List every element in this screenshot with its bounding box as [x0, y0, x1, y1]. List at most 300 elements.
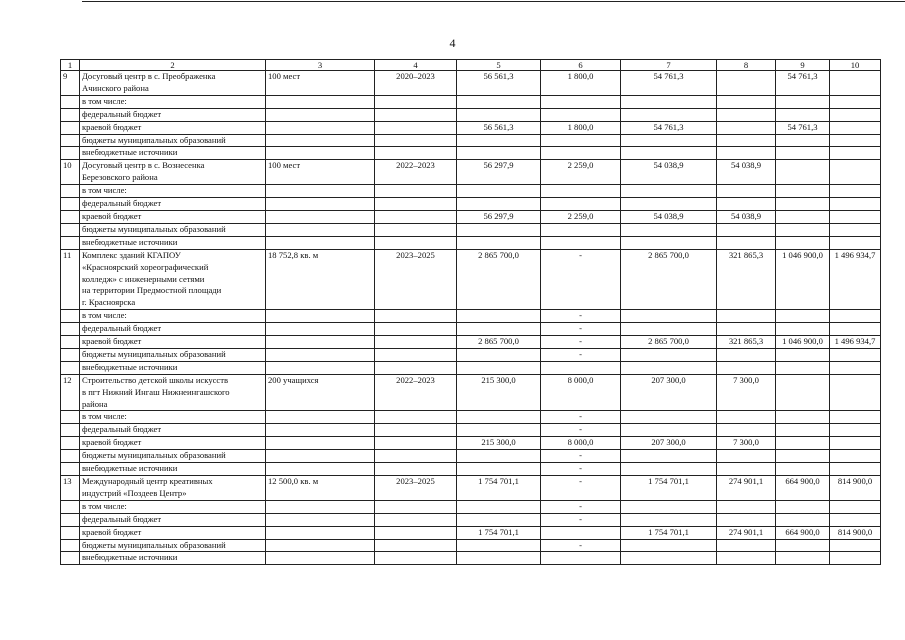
project-name-line: Строительство детской школы искусств	[82, 374, 229, 385]
amount-cell: -	[541, 323, 621, 336]
column-header: 2	[80, 60, 266, 71]
funding-source-label: федеральный бюджет	[80, 323, 266, 336]
amount-cell	[621, 95, 717, 108]
amount-cell: 814 900,0	[830, 476, 881, 501]
empty-cell	[61, 361, 80, 374]
amount-cell: -	[541, 500, 621, 513]
amount-cell	[830, 121, 881, 134]
amount-cell	[717, 513, 776, 526]
capacity-cell: 100 мест	[266, 71, 375, 96]
amount-cell	[830, 71, 881, 96]
amount-cell: 274 901,1	[717, 526, 776, 539]
amount-cell	[621, 134, 717, 147]
amount-cell: 1 754 701,1	[457, 476, 541, 501]
empty-cell	[375, 185, 457, 198]
empty-cell	[375, 450, 457, 463]
project-name-line: на территории Предмостной площади	[82, 285, 222, 296]
amount-cell: 8 000,0	[541, 437, 621, 450]
funding-source-label: в том числе:	[80, 310, 266, 323]
empty-cell	[266, 147, 375, 160]
project-name	[80, 71, 266, 96]
funding-source-label: внебюджетные источники	[80, 361, 266, 374]
amount-cell: 54 761,3	[776, 121, 830, 134]
amount-cell	[457, 552, 541, 565]
amount-cell	[717, 71, 776, 96]
amount-cell: 321 865,3	[717, 249, 776, 310]
amount-cell: 7 300,0	[717, 437, 776, 450]
amount-cell: 2 865 700,0	[621, 249, 717, 310]
amount-cell	[776, 185, 830, 198]
amount-cell	[717, 500, 776, 513]
amount-cell	[621, 513, 717, 526]
amount-cell	[457, 500, 541, 513]
funding-source-row	[61, 500, 881, 513]
amount-cell	[457, 147, 541, 160]
amount-cell	[621, 185, 717, 198]
amount-cell	[621, 411, 717, 424]
empty-cell	[375, 500, 457, 513]
row-number: 13	[61, 476, 80, 501]
empty-cell	[61, 108, 80, 121]
top-rule	[82, 1, 905, 2]
column-header: 6	[541, 60, 621, 71]
amount-cell: 2 865 700,0	[457, 336, 541, 349]
amount-cell	[717, 198, 776, 211]
amount-cell	[717, 323, 776, 336]
amount-cell	[717, 236, 776, 249]
empty-cell	[61, 411, 80, 424]
empty-cell	[266, 310, 375, 323]
funding-source-row	[61, 108, 881, 121]
amount-cell	[457, 539, 541, 552]
project-name-line: Международный центр креативных	[82, 476, 213, 486]
capacity-cell: 100 мест	[266, 160, 375, 185]
amount-cell	[717, 223, 776, 236]
amount-cell	[830, 210, 881, 223]
empty-cell	[61, 223, 80, 236]
amount-cell: -	[541, 513, 621, 526]
budget-table	[60, 59, 881, 565]
empty-cell	[61, 513, 80, 526]
amount-cell	[457, 236, 541, 249]
amount-cell	[776, 450, 830, 463]
empty-cell	[375, 210, 457, 223]
funding-source-label: внебюджетные источники	[80, 236, 266, 249]
empty-cell	[61, 134, 80, 147]
empty-cell	[266, 513, 375, 526]
amount-cell: 56 561,3	[457, 121, 541, 134]
empty-cell	[266, 236, 375, 249]
amount-cell	[717, 147, 776, 160]
amount-cell: 1 754 701,1	[457, 526, 541, 539]
funding-source-row	[61, 310, 881, 323]
row-number: 12	[61, 374, 80, 411]
header-row	[61, 60, 881, 71]
empty-cell	[266, 526, 375, 539]
amount-cell	[457, 513, 541, 526]
empty-cell	[375, 336, 457, 349]
amount-cell	[776, 95, 830, 108]
amount-cell: 1 754 701,1	[621, 526, 717, 539]
empty-cell	[266, 108, 375, 121]
project-name-line: Досуговый центр в с. Вознесенка	[82, 160, 205, 171]
funding-source-label: краевой бюджет	[80, 336, 266, 349]
amount-cell	[776, 348, 830, 361]
amount-cell: 54 761,3	[621, 121, 717, 134]
empty-cell	[266, 361, 375, 374]
amount-cell: -	[541, 411, 621, 424]
funding-source-label: в том числе:	[80, 500, 266, 513]
empty-cell	[61, 95, 80, 108]
funding-source-row	[61, 336, 881, 349]
amount-cell: 215 300,0	[457, 374, 541, 411]
amount-cell	[830, 424, 881, 437]
amount-cell	[621, 323, 717, 336]
project-name-line: индустрий «Поздеев Центр»	[82, 487, 187, 498]
funding-source-label: бюджеты муниципальных образований	[80, 539, 266, 552]
period-cell: 2020–2023	[375, 71, 457, 96]
project-row	[61, 160, 881, 185]
empty-cell	[266, 223, 375, 236]
amount-cell	[717, 348, 776, 361]
amount-cell: -	[541, 539, 621, 552]
amount-cell	[621, 539, 717, 552]
amount-cell: 1 754 701,1	[621, 476, 717, 501]
amount-cell	[830, 348, 881, 361]
row-number: 11	[61, 249, 80, 310]
funding-source-label: внебюджетные источники	[80, 552, 266, 565]
period-cell: 2023–2025	[375, 476, 457, 501]
funding-source-label: федеральный бюджет	[80, 424, 266, 437]
amount-cell	[457, 185, 541, 198]
empty-cell	[266, 552, 375, 565]
funding-source-label: федеральный бюджет	[80, 513, 266, 526]
empty-cell	[375, 348, 457, 361]
amount-cell	[717, 108, 776, 121]
amount-cell: 664 900,0	[776, 526, 830, 539]
project-name-line: Досуговый центр в с. Преображенка	[82, 71, 216, 81]
amount-cell: 54 038,9	[717, 210, 776, 223]
amount-cell: -	[541, 249, 621, 310]
amount-cell	[457, 310, 541, 323]
empty-cell	[266, 450, 375, 463]
funding-source-row	[61, 463, 881, 476]
column-header: 10	[830, 60, 881, 71]
amount-cell	[621, 500, 717, 513]
empty-cell	[266, 336, 375, 349]
empty-cell	[375, 310, 457, 323]
funding-source-label: федеральный бюджет	[80, 108, 266, 121]
amount-cell	[776, 552, 830, 565]
amount-cell	[830, 95, 881, 108]
empty-cell	[61, 500, 80, 513]
amount-cell: 56 297,9	[457, 210, 541, 223]
empty-cell	[266, 348, 375, 361]
empty-cell	[61, 463, 80, 476]
amount-cell	[830, 310, 881, 323]
amount-cell	[457, 463, 541, 476]
empty-cell	[375, 236, 457, 249]
amount-cell	[830, 198, 881, 211]
project-name-line: Березовского района	[82, 172, 158, 183]
project-name-line: в пгт Нижний Ингаш Нижнеингашского	[82, 386, 230, 397]
project-name-line: «Красноярский хореографический	[82, 261, 209, 272]
project-name	[80, 249, 266, 310]
amount-cell	[830, 500, 881, 513]
amount-cell: 2 865 700,0	[621, 336, 717, 349]
amount-cell: 1 046 900,0	[776, 249, 830, 310]
funding-source-label: краевой бюджет	[80, 210, 266, 223]
amount-cell	[830, 147, 881, 160]
empty-cell	[375, 147, 457, 160]
amount-cell	[830, 236, 881, 249]
funding-source-row	[61, 134, 881, 147]
funding-source-label: внебюджетные источники	[80, 463, 266, 476]
amount-cell: 2 865 700,0	[457, 249, 541, 310]
project-name	[80, 160, 266, 185]
funding-source-label: федеральный бюджет	[80, 198, 266, 211]
empty-cell	[61, 348, 80, 361]
amount-cell	[830, 552, 881, 565]
empty-cell	[61, 437, 80, 450]
empty-cell	[266, 134, 375, 147]
project-row	[61, 374, 881, 411]
amount-cell	[830, 361, 881, 374]
amount-cell	[776, 108, 830, 121]
funding-source-label: краевой бюджет	[80, 526, 266, 539]
empty-cell	[266, 411, 375, 424]
amount-cell	[776, 463, 830, 476]
funding-source-label: краевой бюджет	[80, 121, 266, 134]
amount-cell: 56 561,3	[457, 71, 541, 96]
empty-cell	[266, 185, 375, 198]
amount-cell	[621, 463, 717, 476]
capacity-cell: 12 500,0 кв. м	[266, 476, 375, 501]
amount-cell	[717, 463, 776, 476]
funding-source-row	[61, 552, 881, 565]
project-name	[80, 374, 266, 411]
amount-cell	[830, 539, 881, 552]
empty-cell	[375, 424, 457, 437]
amount-cell	[717, 539, 776, 552]
row-number: 9	[61, 71, 80, 96]
amount-cell	[621, 310, 717, 323]
project-row	[61, 476, 881, 501]
amount-cell	[830, 450, 881, 463]
empty-cell	[61, 198, 80, 211]
amount-cell: 1 046 900,0	[776, 336, 830, 349]
amount-cell	[776, 134, 830, 147]
amount-cell	[457, 198, 541, 211]
empty-cell	[375, 323, 457, 336]
project-name-line: района	[82, 398, 108, 409]
empty-cell	[266, 539, 375, 552]
empty-cell	[375, 463, 457, 476]
funding-source-row	[61, 323, 881, 336]
empty-cell	[375, 539, 457, 552]
empty-cell	[61, 147, 80, 160]
column-header: 7	[621, 60, 717, 71]
empty-cell	[375, 361, 457, 374]
empty-cell	[61, 539, 80, 552]
funding-source-label: бюджеты муниципальных образований	[80, 348, 266, 361]
amount-cell: 215 300,0	[457, 437, 541, 450]
empty-cell	[266, 437, 375, 450]
empty-cell	[266, 198, 375, 211]
funding-source-row	[61, 539, 881, 552]
amount-cell	[541, 108, 621, 121]
project-name-line: Ачинского района	[82, 82, 149, 93]
amount-cell	[776, 500, 830, 513]
amount-cell: 8 000,0	[541, 374, 621, 411]
funding-source-label: в том числе:	[80, 185, 266, 198]
amount-cell	[457, 323, 541, 336]
amount-cell	[457, 223, 541, 236]
amount-cell	[541, 95, 621, 108]
funding-source-row	[61, 95, 881, 108]
amount-cell	[830, 185, 881, 198]
row-number: 10	[61, 160, 80, 185]
funding-source-row	[61, 526, 881, 539]
amount-cell	[830, 463, 881, 476]
empty-cell	[61, 310, 80, 323]
amount-cell: 54 761,3	[776, 71, 830, 96]
amount-cell: 1 496 934,7	[830, 336, 881, 349]
amount-cell: -	[541, 424, 621, 437]
amount-cell	[717, 361, 776, 374]
amount-cell	[717, 134, 776, 147]
amount-cell	[717, 185, 776, 198]
funding-source-label: в том числе:	[80, 411, 266, 424]
funding-source-row	[61, 411, 881, 424]
amount-cell	[621, 198, 717, 211]
empty-cell	[266, 463, 375, 476]
amount-cell: 54 038,9	[717, 160, 776, 185]
amount-cell	[457, 424, 541, 437]
amount-cell	[776, 374, 830, 411]
amount-cell: -	[541, 310, 621, 323]
amount-cell	[830, 411, 881, 424]
amount-cell	[621, 108, 717, 121]
column-header: 5	[457, 60, 541, 71]
project-name	[80, 476, 266, 501]
amount-cell	[621, 147, 717, 160]
amount-cell	[457, 95, 541, 108]
amount-cell	[621, 450, 717, 463]
column-header: 9	[776, 60, 830, 71]
amount-cell	[541, 526, 621, 539]
funding-source-label: бюджеты муниципальных образований	[80, 223, 266, 236]
amount-cell	[457, 450, 541, 463]
empty-cell	[61, 552, 80, 565]
amount-cell: 2 259,0	[541, 160, 621, 185]
amount-cell	[776, 310, 830, 323]
amount-cell	[830, 223, 881, 236]
amount-cell: 1 496 934,7	[830, 249, 881, 310]
amount-cell	[621, 223, 717, 236]
amount-cell: 664 900,0	[776, 476, 830, 501]
amount-cell	[830, 108, 881, 121]
amount-cell	[776, 210, 830, 223]
empty-cell	[266, 424, 375, 437]
amount-cell	[776, 411, 830, 424]
empty-cell	[266, 323, 375, 336]
column-header: 3	[266, 60, 375, 71]
amount-cell	[717, 411, 776, 424]
funding-source-row	[61, 361, 881, 374]
amount-cell	[717, 450, 776, 463]
empty-cell	[375, 552, 457, 565]
funding-source-row	[61, 513, 881, 526]
amount-cell	[717, 424, 776, 437]
amount-cell	[776, 147, 830, 160]
amount-cell	[541, 236, 621, 249]
funding-source-row	[61, 210, 881, 223]
empty-cell	[375, 134, 457, 147]
empty-cell	[375, 198, 457, 211]
amount-cell	[717, 552, 776, 565]
empty-cell	[61, 526, 80, 539]
amount-cell	[776, 198, 830, 211]
amount-cell	[457, 348, 541, 361]
amount-cell: 54 038,9	[621, 160, 717, 185]
empty-cell	[61, 450, 80, 463]
amount-cell: 207 300,0	[621, 437, 717, 450]
amount-cell	[541, 185, 621, 198]
empty-cell	[375, 513, 457, 526]
project-row	[61, 249, 881, 310]
amount-cell: 207 300,0	[621, 374, 717, 411]
project-row	[61, 71, 881, 96]
amount-cell	[541, 223, 621, 236]
amount-cell	[776, 539, 830, 552]
page-number: 4	[449, 36, 456, 50]
amount-cell	[457, 108, 541, 121]
amount-cell	[457, 411, 541, 424]
amount-cell	[621, 361, 717, 374]
funding-source-label: в том числе:	[80, 95, 266, 108]
funding-source-row	[61, 147, 881, 160]
funding-source-row	[61, 348, 881, 361]
amount-cell: 1 800,0	[541, 71, 621, 96]
amount-cell: 54 038,9	[621, 210, 717, 223]
amount-cell	[776, 160, 830, 185]
amount-cell	[541, 361, 621, 374]
empty-cell	[61, 210, 80, 223]
column-header: 1	[61, 60, 80, 71]
amount-cell: 814 900,0	[830, 526, 881, 539]
empty-cell	[61, 121, 80, 134]
funding-source-row	[61, 437, 881, 450]
amount-cell	[717, 95, 776, 108]
capacity-cell: 18 752,8 кв. м	[266, 249, 375, 310]
amount-cell	[776, 236, 830, 249]
amount-cell: 7 300,0	[717, 374, 776, 411]
amount-cell: 321 865,3	[717, 336, 776, 349]
amount-cell	[830, 160, 881, 185]
period-cell: 2022–2023	[375, 374, 457, 411]
amount-cell	[776, 437, 830, 450]
funding-source-label: бюджеты муниципальных образований	[80, 450, 266, 463]
amount-cell: -	[541, 348, 621, 361]
amount-cell: 56 297,9	[457, 160, 541, 185]
amount-cell	[621, 236, 717, 249]
project-name-line: г. Красноярска	[82, 297, 136, 308]
amount-cell	[541, 198, 621, 211]
amount-cell	[830, 134, 881, 147]
funding-source-row	[61, 198, 881, 211]
amount-cell	[457, 361, 541, 374]
